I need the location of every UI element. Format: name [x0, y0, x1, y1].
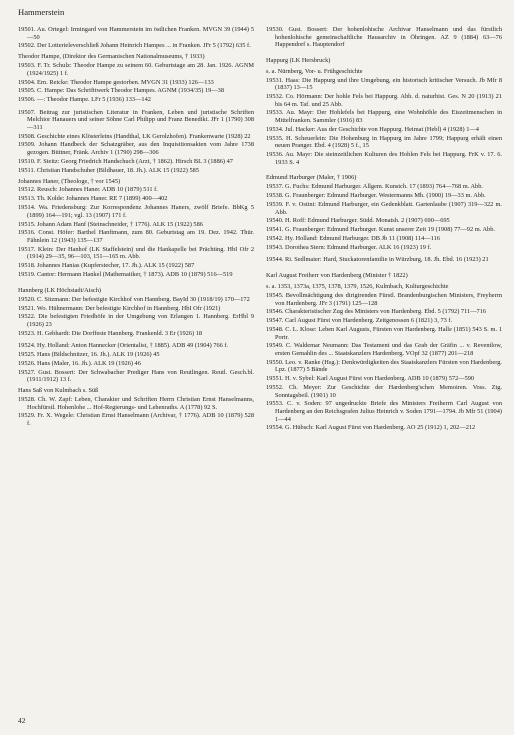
bibliography-entry: 19546. Charakteristischer Zug des Ministers von Hardenberg. Ebd. 5 (1792) 711—716	[266, 308, 487, 316]
bibliography-entry: 19537. G. Fuchs: Edmund Harburger. Allgem. Kunstch. 17 (1893) 764—768 m. Abb.	[266, 183, 483, 191]
bibliography-entry: 19532. Co. Hörmann: Der hohle Fels bei Happurg. Abh. d. naturhist. Ges. N 20 (1913) 21 bis 64 m. Taf. und 25 Abb.	[266, 93, 502, 108]
bibliography-entry: 19547. Carl August Fürst von Hardenberg. Zeitgenossen 6 (1821) 3, 73 f.	[266, 317, 453, 325]
bibliography-entry: 19511. Christian Handschuher (Bildhauer, 18. Jh.). ALK 15 (1922) 585	[18, 166, 199, 174]
spacer	[18, 280, 254, 284]
bibliography-entry: 19516. Const. Höfer: Barthel Hanftmann, zum 80. Geburtstag am 19. Dez. 1942. Thür. Fähnlein 12 (1943) 135—137	[18, 229, 254, 244]
bibliography-entry: 19505. C. Hampe: Das Schrifttwerk Theodor Hampes. AGNM (1934/35) 19—38	[18, 87, 225, 95]
bibliography-entry: 19524. Hy. Holland: Anton Hannecker (Orientalist, † 1885). ADB 49 (1904) 766 f.	[18, 342, 229, 350]
bibliography-entry: 19527. Gust. Bossert: Der Schwabacher Prediger Hans von Reutlingen. Reutl. Gesch.bl. (1911/1912) 13 f.	[18, 368, 254, 384]
bibliography-entry: 19526. Hans (Maler, 16. Jh.). ALK 19 (1926) 46	[18, 359, 141, 367]
bibliography-entry: 19519. Cantor: Hermann Hankel (Mathematiker, † 1873). ADB 10 (1879) 516—519	[18, 271, 233, 279]
bibliography-entry: 19543. Dorothea Stern: Edmund Harburger. ALK 16 (1923) 19 f.	[266, 243, 432, 251]
left-column	[18, 26, 254, 429]
page-number: 42	[18, 716, 26, 725]
bibliography-entry: 19554. G. Hübsch: Karl August Fürst von Hardenberg. AO 25 (1912) 1, 202—212	[266, 424, 476, 432]
bibliography-entry: 19512. Reusch: Johannes Haner. ADB 10 (1879) 511 f.	[18, 186, 158, 194]
spacer	[266, 168, 502, 172]
section-heading: Karl August Freiherr von Hardenberg (Minister † 1822)	[266, 272, 408, 280]
bibliography-entry: 19534. Jul. Hacker: Aus der Geschichte von Happurg. Heimat (Hebl) 4 (1928) 1—4	[266, 125, 479, 133]
section-heading: Johannes Haner, (Theologe, † vor 1545)	[18, 177, 121, 185]
bibliography-entry: 19520. C. Sitzmann: Der befestigte Kirchhof von Hannberg. BayId 30 (1918/19) 170—172	[18, 295, 250, 303]
bibliography-entry: 19521. Wo. Hühnermann: Der befestigte Kirchhof in Hannberg. HbI Ofr (1921)	[18, 304, 221, 312]
bibliography-entry: 19544. Ri. Sedlmaier: Hard, Stuckatorenfamilie in Würzburg, 18. Jh. Ebd. 16 (1923) 21	[266, 256, 489, 264]
bibliography-entry: 19550. Leo. v. Ranke (Hsg.): Denkwürdigkeiten des Staatskanzlers Fürsten von Hardenberg. Lpz. (1877) 5 Bände	[266, 358, 502, 374]
section-heading: Happurg (LK Hersbruck)	[266, 56, 331, 64]
bibliography-entry: 19510. F. Steitz: Georg Friedrich Handschuch (Arzt, † 1862). Hirsch BL 3 (1886) 47	[18, 157, 233, 165]
bibliography-entry: 19508. Geschichte eines Klösterleins (Handthal, LK Gerolzhofen). Frankenwarte (1928) 22	[18, 132, 251, 140]
bibliography-entry: 19541. G. Fraunberger: Edmund Harburger. Kunst unserer Zeit 19 (1908) 77—92 m. Abb.	[266, 226, 495, 234]
bibliography-entry: 19522. Die befestigten Friedhöfe in der Umgebung von Erlangen 1. Hannberg. ErHbl 9 (1926) 23	[18, 313, 254, 328]
right-column	[266, 26, 502, 433]
bibliography-entry: 19518. Johannes Hanias (Kupferstecher, 17. Jh.). ALK 15 (1922) 587	[18, 262, 195, 270]
bibliography-entry: 19531. Haas: Die Happurg und ihre Umgebung, ein historisch kritischer Versuch. Jb Mfr 8 (1837) 13—15	[266, 76, 502, 92]
bibliography-entry: 19553. C. v. Soden: 97 ungedruckte Briefe des Ministers Freiherrn Carl August von Hardenberg an den Reichsgrafen Julius Heinrich v. Soden 1791—1794. Jb Mfr 51 (1904) 1—44	[266, 400, 502, 423]
bibliography-entry: 19540. H. Roff: Edmund Harburger. Südd. Monatsh. 2 (1907) 690—695	[266, 217, 450, 225]
bibliography-entry: 19525. Hans (Bildschnitzer, 16. Jh.). ALK 19 (1926) 45	[18, 351, 160, 359]
spacer	[266, 265, 502, 269]
section-heading: Hannberg (LK Höchstadt/Aisch)	[18, 286, 102, 294]
bibliography-entry: 19528. Ch. W. Zapf: Leben, Charakter und Schriften Herrn Christian Ernst Hanselmanns, Hochfürstl. Hohenlohe ... Hof-Regierungs- und Lehenraths. A (1778) 92 S.	[18, 396, 254, 411]
section-heading: Theodor Hampe, (Direktor des Germanischen Nationalmuseums, † 1933)	[18, 53, 205, 61]
bibliography-entry: 19507. Beitrag zur juristischen Literatur in Franken, Leben und juristische Schriften Melchior Hanauers und seiner Söhne Carl Philipp und Franz Benedikt. JFr 1 (1790) 308—311	[18, 108, 254, 131]
bibliography-entry: 19523. H. Gebhardt: Die Dorffeste Hannberg. Frankenld. 3 Er (1926) 18	[18, 329, 203, 337]
bibliography-entry: 19542. Hy. Holland: Edmund Harburger. DB Jb 11 (1908) 114—116	[266, 235, 440, 243]
bibliography-entry: 19533. Au. Mayr: Der Hohlefels bei Happurg, eine Wohnhöhle des Eiszeitmenschen in Mittelfranken. Sammler (1916) 83	[266, 109, 502, 125]
section-heading: Hans Saß von Kulmbach s. Süß	[18, 387, 99, 395]
bibliography-entry: 19545. Bevollmächtigung des dirigirenden Fürstl. Brandenburgischen Ministers, Freyherrn von Hardenberg. JFr 3 (1791) 125—128	[266, 291, 502, 307]
bibliography-entry: 19529. Fr. X. Wegele: Christian Ernst Hanselmann (Archivar, † 1776). ADB 10 (1879) 528 f.	[18, 412, 254, 428]
bibliography-entry: 19548. C. L. Klose: Leben Karl Augusts, Fürsten von Hardenberg. Halle (1851) 543 S. m. 1 Portr.	[266, 326, 502, 341]
bibliography-entry: 19536. Au. Mayr: Die steinzeitlichen Kulturen des Hohlen Fels bei Happurg. FrK v. 17. 6. 1933 S. 4	[266, 151, 502, 166]
bibliography-entry: 19513. Th. Kolde: Johannes Haner. RE 7 (1899) 400—402	[18, 195, 168, 203]
bibliography-entry: 19535. H. Scheuerlein: Die Hohenburg in Happurg im Jahre 1799; Happurg erhält einen neuen Pranger. Ebd. 4 (1928) 5 f., 15	[266, 134, 502, 150]
bibliography-entry: 19514. Wa. Friedensburg: Zur Korrespondenz Johannes Haners, zwölf Briefe. BbKg 5 (1899) 164—191; vgl. 13 (1907) 171 f.	[18, 204, 254, 219]
bibliography-entry: 19552. Ch. Meyer: Zur Geschichte der Hardenberg'schen Memoiren. Voss. Ztg. Sonntagsbeil. (1901) 10	[266, 384, 502, 399]
bibliography-entry: 19539. F. v. Ostini: Edmund Harburger, ein Gedenkblatt. Gartenlaube (1907) 319—322 m. Abb.	[266, 201, 502, 216]
bibliography-entry: 19503. F. Tr. Schulz: Theodor Hampe zu seinem 60. Geburtstage am 28. Jan. 1926. AGNM (1924/1925) 1 f.	[18, 62, 254, 77]
bibliography-entry: 19538. G. Fraunberger: Edmund Harburger. Westermanns Mh. (1900) 19—33 m. Abb.	[266, 192, 486, 200]
bibliography-entry: 19515. Johann Adam Hanf (Steinschneider, † 1776). ALK 15 (1922) 586	[18, 220, 203, 228]
bibliography-entry: 19506. —: Theodor Hampe. LFr 5 (1936) 133—142	[18, 96, 151, 104]
bibliography-entry: 19509. Johann Handbeck der Schatzgräber, aus den Inquisitionsakten vom Jahre 1738 gezogen. Büttner, Fränk. Archiv 1 (1790) 298—306	[18, 141, 254, 157]
bibliography-entry: 19549. C. Waldemar Neumann: Das Testament und das Grab der Gräfin ... v. Reventlow, ersten Gemahlin des ... Staatskanzlers Hardenberg. VOpf 32 (1877) 201—218	[266, 342, 502, 357]
section-heading: s. a. Nürnberg, Vor- u. Frühgeschichte	[266, 67, 363, 75]
bibliography-entry: 19501. Au. Ortegel: Irmingard von Hammerstein im östlichen Franken. MVGN 39 (1944) 5—50	[18, 26, 254, 41]
section-heading: s. a. 1353, 1373a, 1375, 1378, 1379, 1526, Kulmbach, Kulturgeschichte	[266, 283, 449, 291]
bibliography-entry: 19502. Der Lotterieleverschließ Johann Heinrich Hampes ... in Franken. JFr 5 (1792) 635 f.	[18, 42, 251, 50]
section-heading: Edmund Harburger (Maler, † 1906)	[266, 174, 357, 182]
bibliography-entry: 19504. Ern. Reicke: Theodor Hampe gestorben. MVGN 31 (1933) 126—133	[18, 78, 214, 86]
bibliography-entry: 19551. H. v. Sybel: Karl August Fürst von Hardenberg. ADB 10 (1879) 572—590	[266, 375, 475, 383]
running-header: Hammerstein	[18, 7, 65, 17]
bibliography-entry: 19517. Klein: Der Hanhof (LK Staffelstein) und die Hankapelle bei Prächting. HbI Ofr 2 (1914) 29—35, 96—103, 151—165 m. Abb.	[18, 245, 254, 261]
bibliography-entry: 19530. Gust. Bossert: Der hohenlohische Archivar Hanselmann und das fürstlich hohenlohische gemeinschaftliche Hausarchiv in Öhringen. AZ 9 (1884) 63—76 Happendorf s. Hauptendorf	[266, 26, 502, 49]
spacer	[266, 50, 502, 54]
